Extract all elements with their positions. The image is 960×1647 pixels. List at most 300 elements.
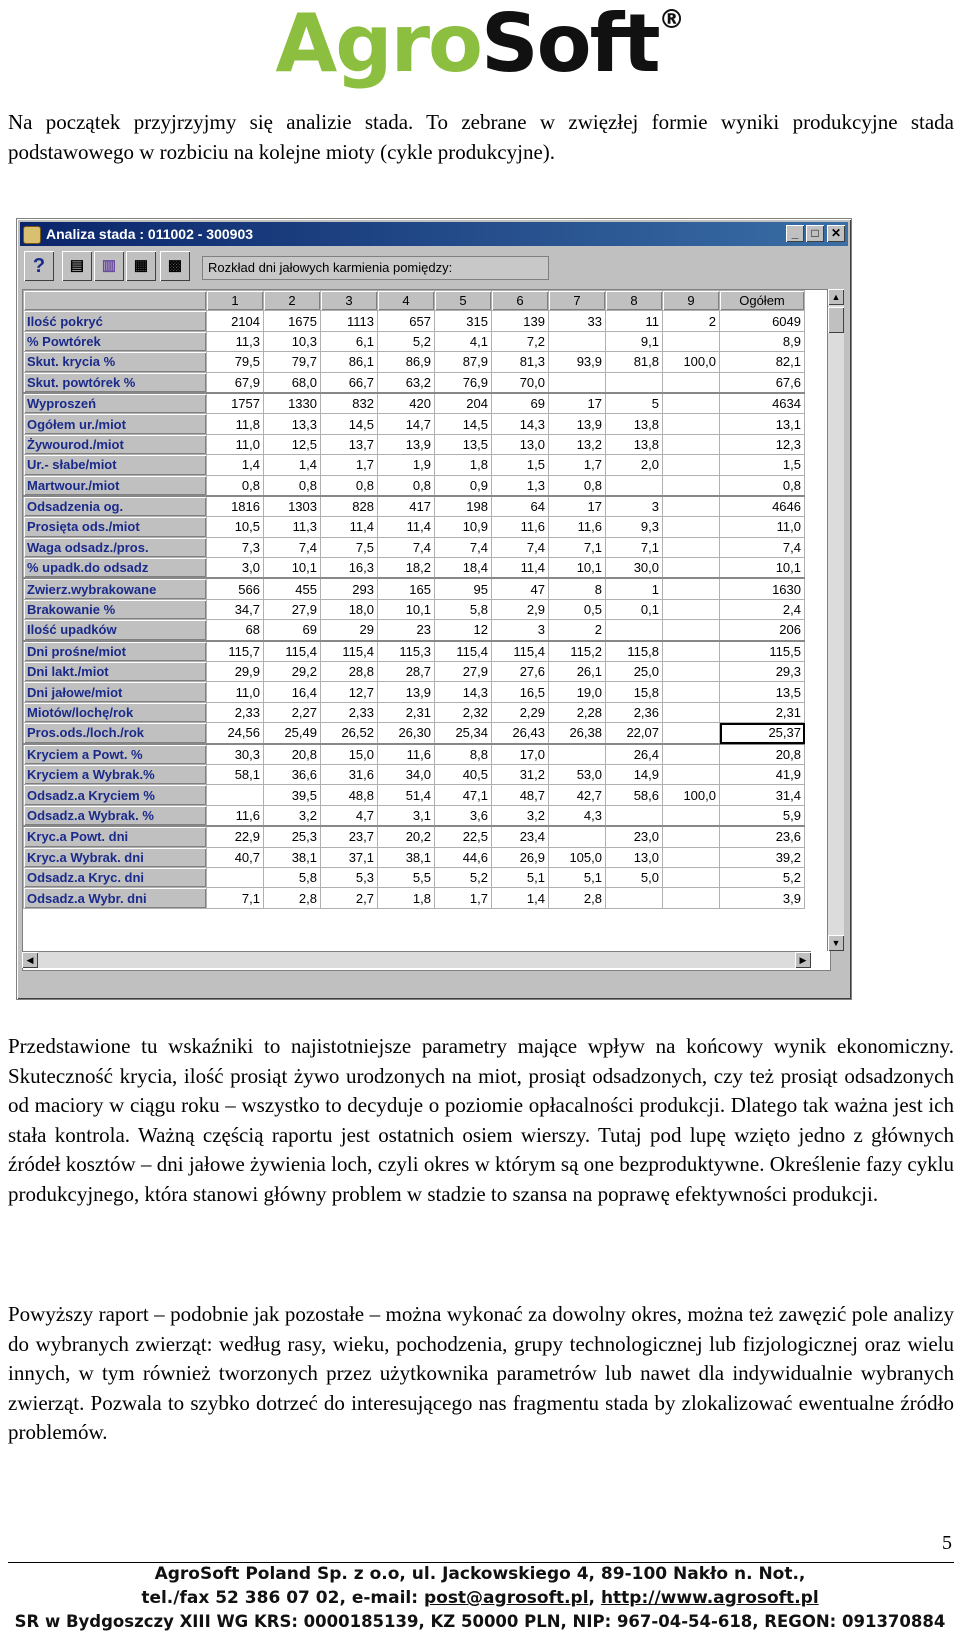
value-cell[interactable]: 115,4 <box>435 641 492 662</box>
value-cell[interactable] <box>663 372 720 393</box>
value-cell[interactable]: 10,1 <box>264 558 321 579</box>
row-label[interactable]: Brakowanie % <box>24 599 207 619</box>
value-cell[interactable]: 105,0 <box>549 847 606 867</box>
grid-corner[interactable] <box>24 291 207 311</box>
window-titlebar[interactable] <box>20 222 848 246</box>
row-label[interactable]: Waga odsadz./pros. <box>24 537 207 557</box>
value-cell[interactable]: 5,3 <box>321 867 378 887</box>
value-cell[interactable]: 5,1 <box>549 867 606 887</box>
help-icon[interactable]: ? <box>24 251 54 281</box>
column-header[interactable]: 2 <box>264 291 321 311</box>
value-cell[interactable]: 0,8 <box>207 475 264 496</box>
total-cell[interactable]: 67,6 <box>720 372 805 393</box>
value-cell[interactable]: 1,4 <box>207 455 264 475</box>
value-cell[interactable]: 19,0 <box>549 682 606 702</box>
value-cell[interactable]: 2,9 <box>492 599 549 619</box>
value-cell[interactable] <box>606 372 663 393</box>
value-cell[interactable] <box>663 496 720 517</box>
value-cell[interactable]: 1,4 <box>264 455 321 475</box>
value-cell[interactable]: 22,9 <box>207 826 264 847</box>
row-label[interactable]: Martwour./miot <box>24 475 207 496</box>
total-cell[interactable]: 39,2 <box>720 847 805 867</box>
value-cell[interactable]: 3,2 <box>264 805 321 826</box>
column-header[interactable]: 8 <box>606 291 663 311</box>
value-cell[interactable]: 48,8 <box>321 785 378 805</box>
row-label[interactable]: Pros.ods./loch./rok <box>24 723 207 744</box>
value-cell[interactable]: 23,7 <box>321 826 378 847</box>
value-cell[interactable]: 13,0 <box>606 847 663 867</box>
total-cell[interactable]: 1630 <box>720 578 805 599</box>
value-cell[interactable]: 115,4 <box>321 641 378 662</box>
row-label[interactable]: Odsadz.a Kryciem % <box>24 785 207 805</box>
value-cell[interactable]: 2104 <box>207 311 264 331</box>
scroll-down-icon[interactable]: ▼ <box>828 935 844 951</box>
value-cell[interactable]: 26,1 <box>549 662 606 682</box>
value-cell[interactable] <box>663 331 720 351</box>
value-cell[interactable]: 76,9 <box>435 372 492 393</box>
value-cell[interactable]: 17 <box>549 496 606 517</box>
chart-icon[interactable]: ▥ <box>94 251 124 281</box>
total-cell[interactable]: 8,9 <box>720 331 805 351</box>
value-cell[interactable]: 14,5 <box>321 414 378 434</box>
value-cell[interactable]: 455 <box>264 578 321 599</box>
value-cell[interactable] <box>663 723 720 744</box>
value-cell[interactable]: 23,4 <box>492 826 549 847</box>
value-cell[interactable]: 34,7 <box>207 599 264 619</box>
value-cell[interactable]: 2,33 <box>207 702 264 722</box>
row-label[interactable]: Kryciem a Wybrak.% <box>24 764 207 784</box>
value-cell[interactable]: 139 <box>492 311 549 331</box>
value-cell[interactable]: 2,29 <box>492 702 549 722</box>
value-cell[interactable]: 4,3 <box>549 805 606 826</box>
minimize-button[interactable]: _ <box>786 225 804 242</box>
value-cell[interactable]: 2,31 <box>378 702 435 722</box>
value-cell[interactable]: 11,3 <box>264 517 321 537</box>
value-cell[interactable]: 31,2 <box>492 764 549 784</box>
value-cell[interactable] <box>663 888 720 908</box>
analysis-grid[interactable] <box>22 289 831 971</box>
value-cell[interactable]: 2,27 <box>264 702 321 722</box>
value-cell[interactable] <box>663 641 720 662</box>
total-cell[interactable]: 0,8 <box>720 475 805 496</box>
value-cell[interactable] <box>606 805 663 826</box>
value-cell[interactable]: 1816 <box>207 496 264 517</box>
value-cell[interactable]: 17,0 <box>492 744 549 765</box>
value-cell[interactable]: 3,2 <box>492 805 549 826</box>
value-cell[interactable] <box>663 578 720 599</box>
value-cell[interactable]: 7,2 <box>492 331 549 351</box>
value-cell[interactable]: 95 <box>435 578 492 599</box>
value-cell[interactable]: 11,0 <box>207 434 264 454</box>
value-cell[interactable]: 1303 <box>264 496 321 517</box>
row-label[interactable]: Odsadzenia og. <box>24 496 207 517</box>
value-cell[interactable]: 2,32 <box>435 702 492 722</box>
value-cell[interactable]: 51,4 <box>378 785 435 805</box>
value-cell[interactable]: 5,2 <box>378 331 435 351</box>
row-label[interactable]: Dni prośne/miot <box>24 641 207 662</box>
row-label[interactable]: Skut. powtórek % <box>24 372 207 393</box>
total-cell[interactable]: 1,5 <box>720 455 805 475</box>
value-cell[interactable]: 26,43 <box>492 723 549 744</box>
value-cell[interactable]: 204 <box>435 393 492 414</box>
value-cell[interactable]: 28,7 <box>378 662 435 682</box>
value-cell[interactable]: 16,3 <box>321 558 378 579</box>
total-cell[interactable]: 10,1 <box>720 558 805 579</box>
total-cell[interactable]: 13,5 <box>720 682 805 702</box>
value-cell[interactable]: 2 <box>549 620 606 641</box>
value-cell[interactable]: 7,5 <box>321 537 378 557</box>
value-cell[interactable]: 58,1 <box>207 764 264 784</box>
total-cell[interactable]: 13,1 <box>720 414 805 434</box>
value-cell[interactable] <box>606 475 663 496</box>
value-cell[interactable]: 58,6 <box>606 785 663 805</box>
value-cell[interactable] <box>663 847 720 867</box>
row-label[interactable]: Żywourod./miot <box>24 434 207 454</box>
value-cell[interactable]: 33 <box>549 311 606 331</box>
value-cell[interactable] <box>663 744 720 765</box>
value-cell[interactable]: 11,3 <box>207 331 264 351</box>
value-cell[interactable]: 14,7 <box>378 414 435 434</box>
value-cell[interactable]: 20,2 <box>378 826 435 847</box>
value-cell[interactable]: 27,9 <box>264 599 321 619</box>
value-cell[interactable]: 12,5 <box>264 434 321 454</box>
value-cell[interactable]: 1,5 <box>492 455 549 475</box>
value-cell[interactable]: 1,7 <box>435 888 492 908</box>
value-cell[interactable]: 22,5 <box>435 826 492 847</box>
value-cell[interactable]: 6,1 <box>321 331 378 351</box>
value-cell[interactable]: 9,3 <box>606 517 663 537</box>
value-cell[interactable]: 13,5 <box>435 434 492 454</box>
value-cell[interactable]: 0,8 <box>378 475 435 496</box>
value-cell[interactable]: 1113 <box>321 311 378 331</box>
row-label[interactable]: Dni jałowe/miot <box>24 682 207 702</box>
value-cell[interactable]: 4,1 <box>435 331 492 351</box>
row-label[interactable]: Wyproszeń <box>24 393 207 414</box>
value-cell[interactable]: 198 <box>435 496 492 517</box>
value-cell[interactable]: 30,3 <box>207 744 264 765</box>
value-cell[interactable]: 26,9 <box>492 847 549 867</box>
value-cell[interactable]: 0,1 <box>606 599 663 619</box>
value-cell[interactable]: 3 <box>492 620 549 641</box>
value-cell[interactable]: 14,9 <box>606 764 663 784</box>
value-cell[interactable] <box>663 475 720 496</box>
value-cell[interactable]: 7,1 <box>207 888 264 908</box>
scroll-right-icon[interactable]: ▶ <box>795 952 811 968</box>
row-label[interactable]: Odsadz.a Wybrak. % <box>24 805 207 826</box>
value-cell[interactable]: 81,3 <box>492 352 549 372</box>
row-label[interactable]: Kryc.a Powt. dni <box>24 826 207 847</box>
row-label[interactable]: Ilość pokryć <box>24 311 207 331</box>
row-label[interactable]: Kryc.a Wybrak. dni <box>24 847 207 867</box>
vertical-scrollbar[interactable] <box>827 289 844 951</box>
value-cell[interactable]: 566 <box>207 578 264 599</box>
value-cell[interactable]: 11,6 <box>549 517 606 537</box>
value-cell[interactable]: 3,0 <box>207 558 264 579</box>
value-cell[interactable]: 48,7 <box>492 785 549 805</box>
value-cell[interactable]: 11,6 <box>378 744 435 765</box>
value-cell[interactable]: 42,7 <box>549 785 606 805</box>
value-cell[interactable]: 315 <box>435 311 492 331</box>
row-label[interactable]: Kryciem a Powt. % <box>24 744 207 765</box>
total-cell[interactable]: 2,31 <box>720 702 805 722</box>
value-cell[interactable]: 16,5 <box>492 682 549 702</box>
value-cell[interactable]: 8,8 <box>435 744 492 765</box>
value-cell[interactable]: 1,8 <box>435 455 492 475</box>
value-cell[interactable]: 23 <box>378 620 435 641</box>
value-cell[interactable] <box>663 826 720 847</box>
value-cell[interactable] <box>549 331 606 351</box>
value-cell[interactable]: 3,6 <box>435 805 492 826</box>
value-cell[interactable]: 1,4 <box>492 888 549 908</box>
value-cell[interactable]: 2,36 <box>606 702 663 722</box>
value-cell[interactable]: 36,6 <box>264 764 321 784</box>
value-cell[interactable]: 3 <box>606 496 663 517</box>
total-cell[interactable]: 206 <box>720 620 805 641</box>
value-cell[interactable]: 26,4 <box>606 744 663 765</box>
value-cell[interactable] <box>663 455 720 475</box>
value-cell[interactable]: 5,5 <box>378 867 435 887</box>
total-cell[interactable]: 20,8 <box>720 744 805 765</box>
value-cell[interactable] <box>606 888 663 908</box>
value-cell[interactable]: 2 <box>663 311 720 331</box>
value-cell[interactable]: 86,1 <box>321 352 378 372</box>
value-cell[interactable] <box>663 558 720 579</box>
value-cell[interactable]: 14,3 <box>492 414 549 434</box>
value-cell[interactable]: 1,9 <box>378 455 435 475</box>
value-cell[interactable]: 420 <box>378 393 435 414</box>
value-cell[interactable]: 1,3 <box>492 475 549 496</box>
value-cell[interactable]: 30,0 <box>606 558 663 579</box>
value-cell[interactable] <box>663 414 720 434</box>
value-cell[interactable]: 11,4 <box>321 517 378 537</box>
scroll-left-icon[interactable]: ◀ <box>22 952 38 968</box>
value-cell[interactable]: 5,8 <box>435 599 492 619</box>
value-cell[interactable] <box>549 744 606 765</box>
value-cell[interactable]: 67,9 <box>207 372 264 393</box>
value-cell[interactable]: 11,6 <box>207 805 264 826</box>
value-cell[interactable]: 47,1 <box>435 785 492 805</box>
row-label[interactable]: Odsadz.a Kryc. dni <box>24 867 207 887</box>
row-label[interactable]: Ogółem ur./miot <box>24 414 207 434</box>
value-cell[interactable]: 10,5 <box>207 517 264 537</box>
total-cell[interactable]: 41,9 <box>720 764 805 784</box>
total-cell[interactable]: 4646 <box>720 496 805 517</box>
row-label[interactable]: % upadk.do odsadz <box>24 558 207 579</box>
value-cell[interactable]: 27,9 <box>435 662 492 682</box>
value-cell[interactable]: 18,2 <box>378 558 435 579</box>
value-cell[interactable]: 832 <box>321 393 378 414</box>
value-cell[interactable]: 1330 <box>264 393 321 414</box>
value-cell[interactable]: 115,4 <box>492 641 549 662</box>
value-cell[interactable] <box>663 599 720 619</box>
value-cell[interactable]: 828 <box>321 496 378 517</box>
value-cell[interactable]: 5,8 <box>264 867 321 887</box>
value-cell[interactable]: 26,52 <box>321 723 378 744</box>
total-cell[interactable]: 5,9 <box>720 805 805 826</box>
total-cell[interactable]: 25,37 <box>720 723 805 744</box>
value-cell[interactable]: 20,8 <box>264 744 321 765</box>
total-cell[interactable]: 29,3 <box>720 662 805 682</box>
value-cell[interactable]: 115,4 <box>264 641 321 662</box>
value-cell[interactable]: 66,7 <box>321 372 378 393</box>
row-label[interactable]: Skut. krycia % <box>24 352 207 372</box>
value-cell[interactable] <box>663 764 720 784</box>
value-cell[interactable]: 18,0 <box>321 599 378 619</box>
value-cell[interactable]: 38,1 <box>378 847 435 867</box>
value-cell[interactable]: 23,0 <box>606 826 663 847</box>
value-cell[interactable]: 1 <box>606 578 663 599</box>
value-cell[interactable]: 0,8 <box>321 475 378 496</box>
value-cell[interactable]: 11,4 <box>378 517 435 537</box>
column-header[interactable]: 6 <box>492 291 549 311</box>
value-cell[interactable]: 81,8 <box>606 352 663 372</box>
value-cell[interactable]: 1757 <box>207 393 264 414</box>
value-cell[interactable]: 29,9 <box>207 662 264 682</box>
value-cell[interactable] <box>663 393 720 414</box>
total-cell[interactable]: 31,4 <box>720 785 805 805</box>
value-cell[interactable]: 40,7 <box>207 847 264 867</box>
value-cell[interactable]: 1,8 <box>378 888 435 908</box>
value-cell[interactable]: 28,8 <box>321 662 378 682</box>
value-cell[interactable]: 115,8 <box>606 641 663 662</box>
column-header[interactable]: 7 <box>549 291 606 311</box>
value-cell[interactable]: 11 <box>606 311 663 331</box>
value-cell[interactable]: 17 <box>549 393 606 414</box>
value-cell[interactable]: 25,34 <box>435 723 492 744</box>
value-cell[interactable]: 25,0 <box>606 662 663 682</box>
value-cell[interactable]: 115,2 <box>549 641 606 662</box>
website-link[interactable]: http://www.agrosoft.pl <box>600 1588 819 1608</box>
value-cell[interactable]: 115,3 <box>378 641 435 662</box>
total-cell[interactable]: 6049 <box>720 311 805 331</box>
value-cell[interactable]: 64 <box>492 496 549 517</box>
value-cell[interactable]: 10,9 <box>435 517 492 537</box>
value-cell[interactable]: 47 <box>492 578 549 599</box>
value-cell[interactable]: 13,8 <box>606 414 663 434</box>
value-cell[interactable]: 16,4 <box>264 682 321 702</box>
value-cell[interactable]: 100,0 <box>663 352 720 372</box>
value-cell[interactable]: 24,56 <box>207 723 264 744</box>
print-icon[interactable]: ▤ <box>62 251 92 281</box>
email-link[interactable]: post@agrosoft.pl <box>423 1588 589 1608</box>
value-cell[interactable]: 10,3 <box>264 331 321 351</box>
value-cell[interactable]: 79,5 <box>207 352 264 372</box>
value-cell[interactable]: 44,6 <box>435 847 492 867</box>
sheet-icon[interactable]: ▦ <box>126 251 156 281</box>
row-label[interactable]: % Powtórek <box>24 331 207 351</box>
value-cell[interactable]: 22,07 <box>606 723 663 744</box>
value-cell[interactable]: 87,9 <box>435 352 492 372</box>
value-cell[interactable]: 5,2 <box>435 867 492 887</box>
value-cell[interactable]: 9,1 <box>606 331 663 351</box>
value-cell[interactable]: 14,5 <box>435 414 492 434</box>
value-cell[interactable]: 0,8 <box>549 475 606 496</box>
value-cell[interactable]: 68,0 <box>264 372 321 393</box>
value-cell[interactable]: 7,1 <box>549 537 606 557</box>
value-cell[interactable]: 1,7 <box>321 455 378 475</box>
value-cell[interactable]: 3,1 <box>378 805 435 826</box>
value-cell[interactable]: 7,4 <box>378 537 435 557</box>
value-cell[interactable]: 37,1 <box>321 847 378 867</box>
value-cell[interactable]: 31,6 <box>321 764 378 784</box>
total-cell[interactable]: 7,4 <box>720 537 805 557</box>
value-cell[interactable]: 5 <box>606 393 663 414</box>
row-label[interactable]: Ur.- słabe/miot <box>24 455 207 475</box>
value-cell[interactable] <box>663 662 720 682</box>
total-cell[interactable]: 3,9 <box>720 888 805 908</box>
value-cell[interactable]: 0,8 <box>264 475 321 496</box>
total-cell[interactable]: 12,3 <box>720 434 805 454</box>
total-cell[interactable]: 2,4 <box>720 599 805 619</box>
value-cell[interactable]: 18,4 <box>435 558 492 579</box>
total-cell[interactable]: 115,5 <box>720 641 805 662</box>
value-cell[interactable]: 1,7 <box>549 455 606 475</box>
value-cell[interactable]: 13,0 <box>492 434 549 454</box>
value-cell[interactable] <box>663 620 720 641</box>
value-cell[interactable]: 115,7 <box>207 641 264 662</box>
value-cell[interactable]: 79,7 <box>264 352 321 372</box>
column-header[interactable]: 1 <box>207 291 264 311</box>
value-cell[interactable]: 11,0 <box>207 682 264 702</box>
value-cell[interactable]: 0,9 <box>435 475 492 496</box>
value-cell[interactable]: 13,9 <box>549 414 606 434</box>
value-cell[interactable]: 39,5 <box>264 785 321 805</box>
value-cell[interactable]: 86,9 <box>378 352 435 372</box>
value-cell[interactable]: 29 <box>321 620 378 641</box>
value-cell[interactable]: 0,5 <box>549 599 606 619</box>
value-cell[interactable]: 2,8 <box>264 888 321 908</box>
value-cell[interactable]: 165 <box>378 578 435 599</box>
value-cell[interactable]: 5,0 <box>606 867 663 887</box>
value-cell[interactable]: 2,8 <box>549 888 606 908</box>
value-cell[interactable]: 11,8 <box>207 414 264 434</box>
value-cell[interactable]: 7,4 <box>492 537 549 557</box>
value-cell[interactable]: 13,9 <box>378 682 435 702</box>
close-button[interactable]: ✕ <box>827 225 845 242</box>
value-cell[interactable]: 34,0 <box>378 764 435 784</box>
value-cell[interactable]: 27,6 <box>492 662 549 682</box>
total-cell[interactable]: 82,1 <box>720 352 805 372</box>
value-cell[interactable]: 1675 <box>264 311 321 331</box>
value-cell[interactable]: 10,1 <box>378 599 435 619</box>
value-cell[interactable]: 12,7 <box>321 682 378 702</box>
value-cell[interactable] <box>663 805 720 826</box>
total-cell[interactable]: 11,0 <box>720 517 805 537</box>
value-cell[interactable]: 100,0 <box>663 785 720 805</box>
horizontal-scrollbar[interactable] <box>22 951 811 968</box>
value-cell[interactable] <box>663 682 720 702</box>
value-cell[interactable] <box>606 620 663 641</box>
value-cell[interactable]: 53,0 <box>549 764 606 784</box>
value-cell[interactable]: 69 <box>492 393 549 414</box>
value-cell[interactable]: 38,1 <box>264 847 321 867</box>
value-cell[interactable] <box>663 867 720 887</box>
row-label[interactable]: Prosięta ods./miot <box>24 517 207 537</box>
value-cell[interactable] <box>549 372 606 393</box>
value-cell[interactable]: 12 <box>435 620 492 641</box>
value-cell[interactable]: 7,3 <box>207 537 264 557</box>
value-cell[interactable]: 93,9 <box>549 352 606 372</box>
value-cell[interactable]: 15,8 <box>606 682 663 702</box>
value-cell[interactable] <box>207 785 264 805</box>
scroll-up-icon[interactable]: ▲ <box>828 289 844 305</box>
value-cell[interactable]: 8 <box>549 578 606 599</box>
calculator-icon[interactable]: ▩ <box>160 251 190 281</box>
total-cell[interactable]: 23,6 <box>720 826 805 847</box>
maximize-button[interactable]: □ <box>806 225 824 242</box>
value-cell[interactable] <box>663 702 720 722</box>
value-cell[interactable]: 2,33 <box>321 702 378 722</box>
